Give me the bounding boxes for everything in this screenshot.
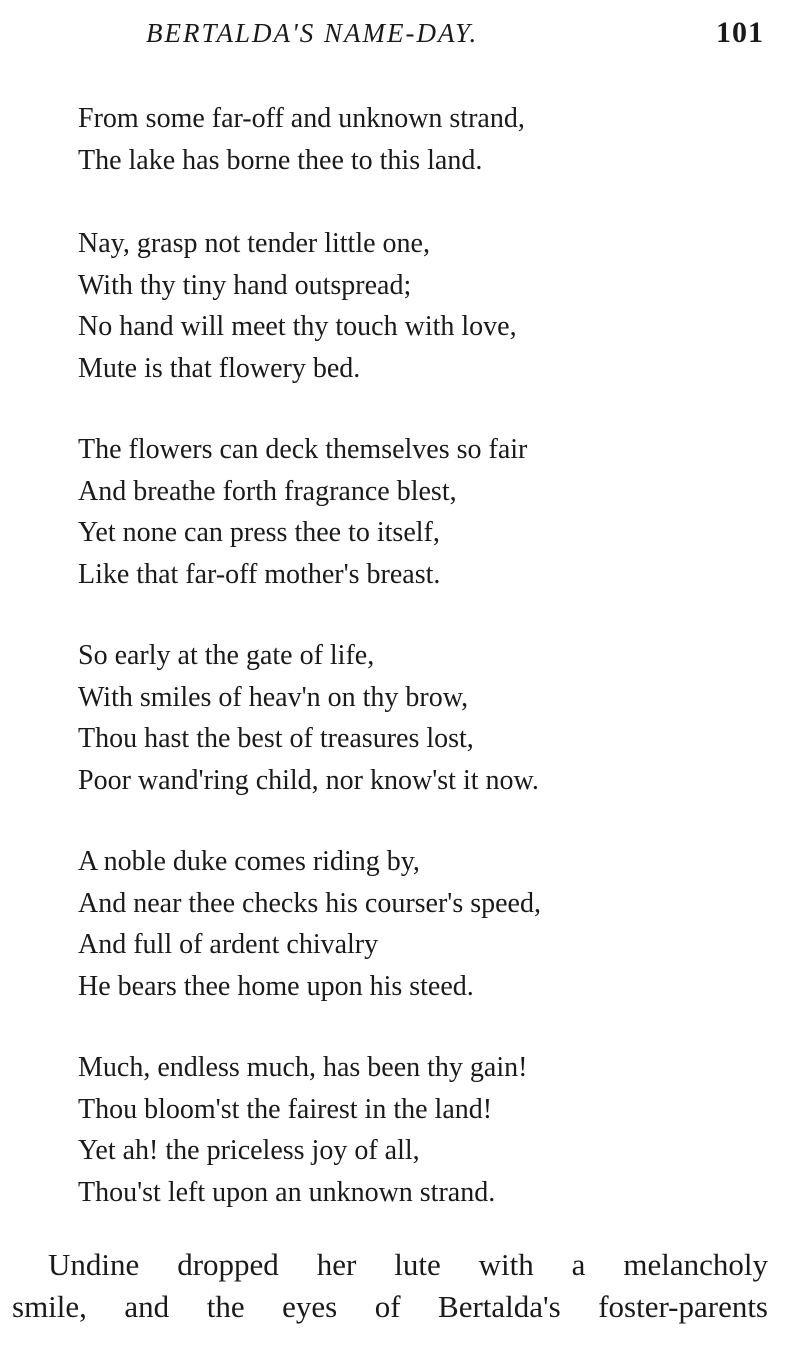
poem-line: Much, endless much, has been thy gain! (78, 1052, 528, 1083)
poem-line: Nay, grasp not tender little one, (78, 228, 430, 259)
poem-line: With thy tiny hand outspread; (78, 269, 412, 301)
stanza-4 (78, 635, 768, 801)
poem-line: The flowers can deck themselves so fair (78, 434, 528, 465)
stanza-6 (78, 1047, 768, 1213)
poem-line: And near thee checks his courser's speed, (78, 887, 541, 919)
poem-line: Yet ah! the priceless joy of all, (78, 1135, 420, 1166)
poem-line: With smiles of heav'n on thy brow, (78, 681, 469, 713)
poem-line: And breathe forth fragrance blest, (78, 475, 457, 507)
running-title: BERTALDA'S NAME-DAY. (146, 18, 479, 48)
prose-line: smile, and the eyes of Bertalda's foster-parents (12, 1289, 768, 1324)
poem-line: Mute is that flowery bed. (78, 352, 361, 384)
stanza-2 (78, 223, 768, 389)
poem-line: From some far-off and unknown strand, (78, 103, 525, 134)
poem-line: The lake has borne thee to this land. (78, 144, 483, 176)
stanza-1 (78, 98, 768, 181)
poem-line: Thou hast the best of treasures lost, (78, 723, 474, 754)
page-number: 101 (716, 16, 764, 49)
page-header (0, 14, 786, 54)
poem-line: And full of ardent chivalry (78, 929, 379, 960)
poem-line: Poor wand'ring child, nor know'st it now. (78, 764, 539, 796)
stanza-3 (78, 429, 768, 595)
poem-line: Thou bloom'st the fairest in the land! (78, 1093, 493, 1125)
stanza-5 (78, 841, 768, 1007)
poem-line: Yet none can press thee to itself, (78, 517, 440, 548)
poem-line: Like that far-off mother's breast. (78, 558, 441, 590)
prose-line: Undine dropped her lute with a melancholy (48, 1247, 768, 1282)
poem-line: A noble duke comes riding by, (78, 846, 420, 877)
poem-line: Thou'st left upon an unknown strand. (78, 1176, 496, 1208)
poem-line: He bears thee home upon his steed. (78, 970, 474, 1002)
poem (78, 98, 768, 1253)
poem-line: So early at the gate of life, (78, 640, 375, 671)
prose-paragraph (0, 1244, 786, 1328)
poem-line: No hand will meet thy touch with love, (78, 311, 517, 342)
